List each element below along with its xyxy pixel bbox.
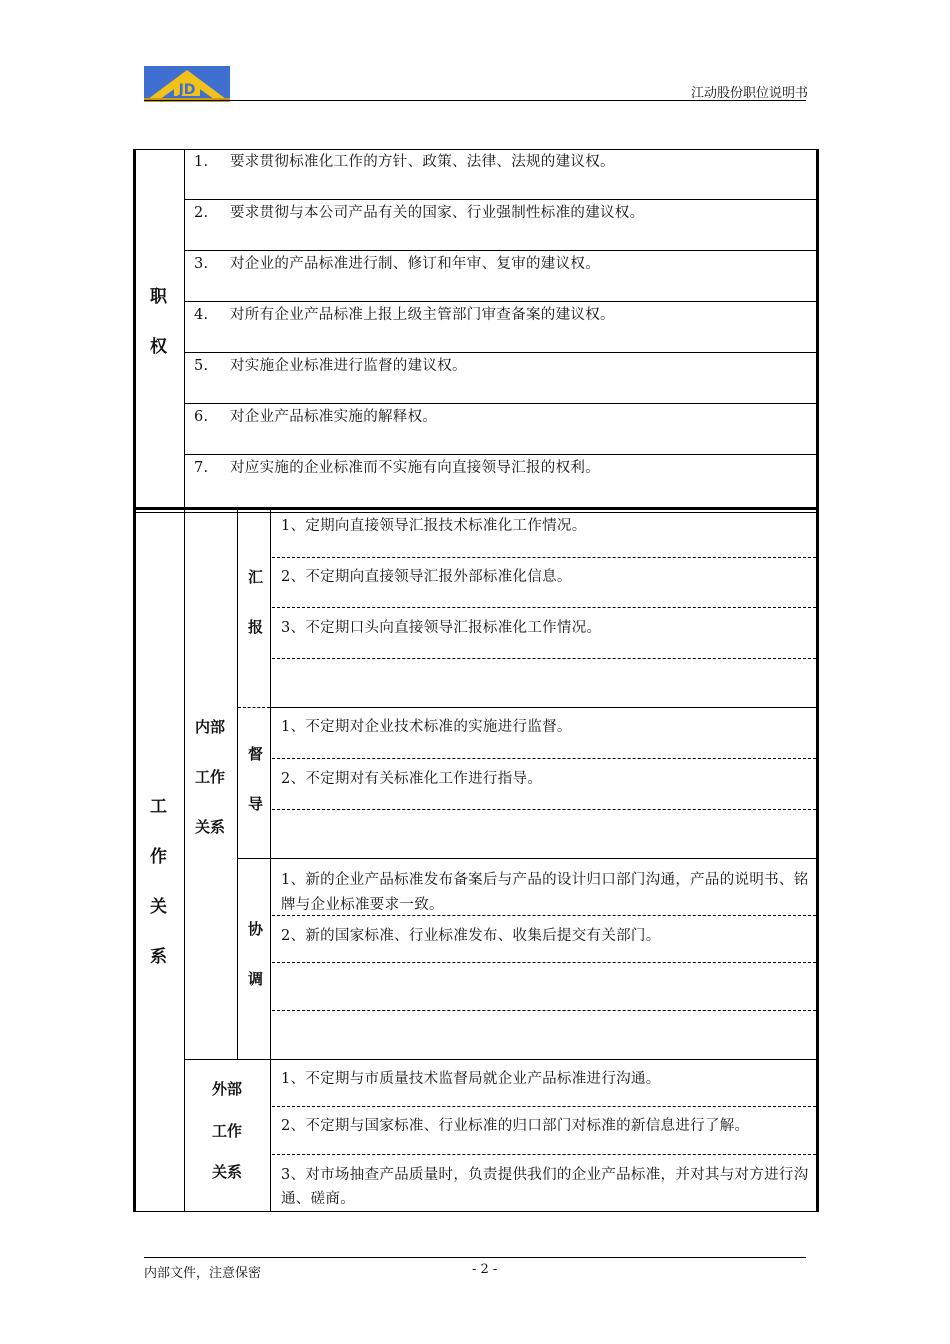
report-item: 3、不定期口头向直接领导汇报标准化工作情况。	[281, 620, 602, 636]
dashed-divider	[272, 962, 816, 963]
row-divider	[185, 250, 816, 251]
company-logo	[144, 66, 230, 102]
authority-item: 1. 要求贯彻标准化工作的方针、政策、法律、法规的建议权。	[194, 154, 615, 170]
authority-item: 2. 要求贯彻与本公司产品有关的国家、行业强制性标准的建议权。	[194, 205, 645, 221]
row-divider	[185, 454, 816, 455]
supervise-label-1: 督	[248, 745, 264, 763]
external-label-3: 关系	[212, 1163, 243, 1181]
label-column-divider	[184, 149, 185, 1212]
dashed-divider	[272, 557, 816, 558]
table-top-border	[134, 149, 818, 150]
table-right-border	[816, 149, 819, 1212]
external-item: 1、不定期与市质量技术监督局就企业产品标准进行沟通。	[281, 1071, 661, 1087]
dashed-divider	[272, 1106, 816, 1107]
authority-item: 5. 对实施企业标准进行监督的建议权。	[194, 358, 467, 374]
report-label-2: 报	[248, 618, 264, 636]
authority-label-1: 职	[150, 287, 167, 307]
header-rule	[144, 100, 806, 101]
coordinate-label-1: 协	[248, 920, 264, 938]
row-divider	[185, 403, 816, 404]
page-number: - 2 -	[472, 1262, 498, 1277]
dashed-divider	[272, 758, 816, 759]
category-divider	[271, 707, 816, 708]
supervise-item: 1、不定期对企业技术标准的实施进行监督。	[281, 719, 572, 735]
authority-item: 7. 对应实施的企业标准而不实施有向直接领导汇报的权利。	[194, 460, 600, 476]
table-bottom-border	[134, 1211, 818, 1212]
row-divider	[185, 352, 816, 353]
svg-text:JD: JD	[178, 82, 196, 98]
category-divider	[238, 858, 816, 859]
header-title: 江动股份职位说明书	[690, 86, 808, 101]
footer-confidential-note: 内部文件，注意保密	[144, 1266, 262, 1281]
work-relations-label-4: 系	[150, 947, 167, 967]
external-item: 2、不定期与国家标准、行业标准的归口部门对标准的新信息进行了解。	[281, 1118, 750, 1134]
work-relations-label-1: 工	[150, 797, 167, 817]
internal-label-3: 关系	[195, 818, 226, 836]
work-relations-label-3: 关	[150, 897, 167, 917]
dashed-category-divider	[238, 707, 270, 708]
dashed-divider	[272, 809, 816, 810]
dashed-divider	[272, 1010, 816, 1011]
report-label-1: 汇	[248, 568, 264, 586]
supervise-item: 2、不定期对有关标准化工作进行指导。	[281, 771, 543, 787]
external-label-2: 工作	[212, 1122, 243, 1140]
coordinate-item: 1、新的企业产品标准发布备案后与产品的设计归口部门沟通，产品的说明书、铭牌与企业标准要求一致。	[281, 872, 809, 913]
report-item: 2、不定期向直接领导汇报外部标准化信息。	[281, 569, 572, 585]
footer-rule	[144, 1257, 806, 1258]
report-item: 1、定期向直接领导汇报技术标准化工作情况。	[281, 518, 587, 534]
authority-item: 4. 对所有企业产品标准上报上级主管部门审查备案的建议权。	[194, 307, 615, 323]
coordinate-item: 2、新的国家标准、行业标准发布、收集后提交有关部门。	[281, 928, 661, 944]
dashed-divider	[272, 658, 816, 659]
dashed-divider	[272, 915, 816, 916]
content-column-divider	[270, 507, 271, 1211]
table-left-border	[133, 149, 136, 1212]
row-divider	[185, 301, 816, 302]
dashed-divider	[272, 1154, 816, 1155]
internal-external-divider	[185, 1059, 816, 1060]
internal-category-divider	[237, 507, 238, 1059]
authority-item: 6. 对企业产品标准实施的解释权。	[194, 409, 438, 425]
row-divider	[185, 199, 816, 200]
authority-label-2: 权	[150, 337, 167, 357]
internal-label-2: 工作	[195, 768, 226, 786]
internal-label-1: 内部	[195, 718, 226, 736]
work-relations-label-2: 作	[150, 847, 167, 867]
dashed-divider	[272, 607, 816, 608]
authority-item: 3. 对企业的产品标准进行制、修订和年审、复审的建议权。	[194, 256, 600, 272]
external-label-1: 外部	[212, 1080, 243, 1098]
external-item: 3、对市场抽查产品质量时，负责提供我们的企业产品标准，并对其与对方进行沟通、磋商。	[281, 1167, 809, 1207]
supervise-label-2: 导	[248, 795, 264, 813]
coordinate-label-2: 调	[248, 970, 264, 988]
